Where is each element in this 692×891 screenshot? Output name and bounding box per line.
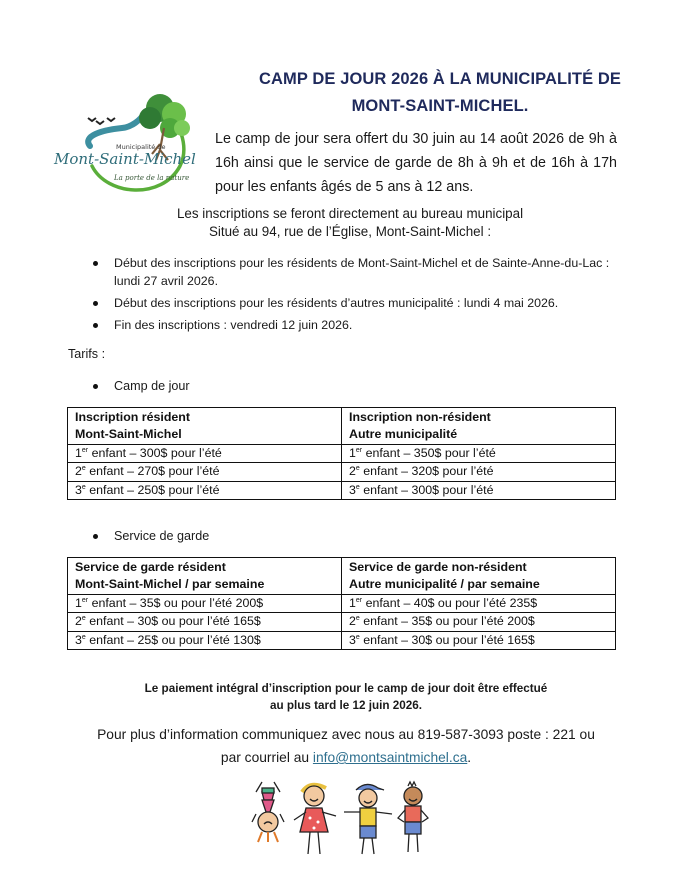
table-cell <box>342 463 616 481</box>
ordinal: 3 <box>349 482 356 497</box>
header-line: Service de garde résident <box>75 560 226 574</box>
title-line-1: CAMP DE JOUR 2026 À LA MUNICIPALITÉ DE <box>259 70 621 88</box>
price-text: enfant – 35$ ou pour l’été 200$ <box>88 595 264 610</box>
list-item: Début des inscriptions pour les résidents de Mont-Saint-Michel et de Sainte-Anne-du-Lac : lundi 27 avril 2026. <box>90 254 620 290</box>
table-row <box>68 594 616 612</box>
contact-info <box>40 723 652 769</box>
page-title <box>200 66 680 120</box>
logo-name: Mont-Saint-Michel <box>54 150 196 168</box>
price-text: enfant – 320$ pour l’été <box>359 464 494 479</box>
header-line: Autre municipalité <box>349 427 458 442</box>
ordinal-suffix: er <box>81 596 89 604</box>
header-non-resident <box>342 408 616 445</box>
ordinal-suffix: er <box>355 596 363 604</box>
contact-line-1: Pour plus d’information communiquez avec nous au 819-587-3093 poste : 221 ou <box>97 727 595 742</box>
table-cell <box>68 481 342 499</box>
contact-prefix: par courriel au <box>220 750 313 765</box>
ordinal: 1 <box>75 595 82 610</box>
payment-notice <box>60 680 632 714</box>
header-line: Inscription non-résident <box>349 410 491 424</box>
tarifs-heading: Tarifs : <box>68 347 106 361</box>
list-item: Fin des inscriptions : vendredi 12 juin 2026. <box>90 316 620 334</box>
table-cell <box>342 444 616 462</box>
ordinal: 2 <box>349 464 356 479</box>
contact-suffix: . <box>467 750 472 765</box>
table-cell <box>68 594 342 612</box>
ordinal: 2 <box>75 614 82 629</box>
ordinal: 1 <box>349 445 356 460</box>
payment-line-2: au plus tard le 12 juin 2026. <box>270 699 422 712</box>
camp-de-jour-table <box>67 407 616 500</box>
header-line: Autre municipalité / par semaine <box>349 577 540 592</box>
inscription-location <box>80 205 620 241</box>
ordinal-suffix: e <box>355 633 360 641</box>
table-row <box>68 481 616 499</box>
ordinal-suffix: e <box>81 465 86 473</box>
email-link[interactable]: info@montsaintmichel.ca <box>312 750 468 765</box>
table-cell <box>68 463 342 481</box>
logo-icon <box>52 88 202 203</box>
ordinal: 3 <box>75 482 82 497</box>
ordinal-suffix: e <box>355 483 360 491</box>
service-de-garde-bullet <box>90 528 209 544</box>
header-resident <box>68 558 342 595</box>
table-row <box>68 463 616 481</box>
ordinal: 3 <box>349 632 356 647</box>
intro-paragraph: Le camp de jour sera offert du 30 juin au 14 août 2026 de 9h à 16h ainsi que le service de garde de 8h à 9h et de 16h à 17h pour les enfants âgés de 5 ans à 12 ans. <box>215 131 617 195</box>
price-text: enfant – 30$ ou pour l’été 165$ <box>359 632 535 647</box>
ordinal: 3 <box>75 632 82 647</box>
bullet-icon <box>93 384 98 389</box>
ordinal-suffix: er <box>355 446 363 454</box>
price-text: enfant – 250$ pour l’été <box>85 482 220 497</box>
table-header-row <box>68 558 616 595</box>
ordinal-suffix: e <box>81 633 86 641</box>
ordinal: 1 <box>349 595 356 610</box>
camp-de-jour-bullet <box>90 378 190 394</box>
inscription-line-2: Situé au 94, rue de l’Église, Mont-Saint-Michel : <box>208 224 492 239</box>
price-text: enfant – 30$ ou pour l’été 165$ <box>85 614 261 629</box>
inscription-line-1: Les inscriptions se feront directement au bureau municipal <box>176 206 524 221</box>
table-row <box>68 613 616 631</box>
ordinal-suffix: e <box>355 615 360 623</box>
ordinal: 2 <box>75 464 82 479</box>
ordinal-suffix: er <box>81 446 89 454</box>
table-header-row <box>68 408 616 445</box>
price-text: enfant – 40$ ou pour l’été 235$ <box>362 595 538 610</box>
inscription-dates-list <box>90 254 620 338</box>
price-text: enfant – 270$ pour l’été <box>85 464 220 479</box>
price-text: enfant – 300$ pour l’été <box>88 445 222 460</box>
table-cell <box>342 613 616 631</box>
bullet-icon <box>93 534 98 539</box>
header-line: Mont-Saint-Michel / par semaine <box>75 577 265 592</box>
list-item: Début des inscriptions pour les résidents d’autres municipalité : lundi 4 mai 2026. <box>90 294 620 312</box>
table-cell <box>68 444 342 462</box>
header-line: Service de garde non-résident <box>349 560 527 574</box>
service-de-garde-label: Service de garde <box>114 529 210 543</box>
ordinal-suffix: e <box>81 483 86 491</box>
title-line-2: MONT-SAINT-MICHEL. <box>351 97 529 115</box>
municipality-logo <box>52 88 202 203</box>
service-de-garde-table <box>67 557 616 650</box>
ordinal: 2 <box>349 614 356 629</box>
ordinal: 1 <box>75 445 82 460</box>
header-line: Mont-Saint-Michel <box>75 427 182 442</box>
price-text: enfant – 35$ ou pour l’été 200$ <box>359 614 535 629</box>
price-text: enfant – 25$ ou pour l’été 130$ <box>85 632 261 647</box>
table-cell <box>342 481 616 499</box>
price-text: enfant – 350$ pour l’été <box>362 445 496 460</box>
table-row <box>68 444 616 462</box>
payment-line-1: Le paiement intégral d’inscription pour le camp de jour doit être effectué <box>144 682 548 695</box>
ordinal-suffix: e <box>81 615 86 623</box>
header-non-resident <box>342 558 616 595</box>
logo-tagline: La porte de la nature <box>114 174 190 182</box>
contact-line-2 <box>40 746 652 769</box>
table-cell <box>68 613 342 631</box>
header-resident <box>68 408 342 445</box>
children-drawing-icon <box>248 778 438 860</box>
table-cell <box>342 594 616 612</box>
table-cell <box>68 631 342 649</box>
price-text: enfant – 300$ pour l’été <box>359 482 494 497</box>
table-row <box>68 631 616 649</box>
ordinal-suffix: e <box>355 465 360 473</box>
header-line: Inscription résident <box>75 410 190 424</box>
logo-prefix: Municipalité de <box>116 143 166 151</box>
table-cell <box>342 631 616 649</box>
camp-de-jour-label: Camp de jour <box>114 379 190 393</box>
